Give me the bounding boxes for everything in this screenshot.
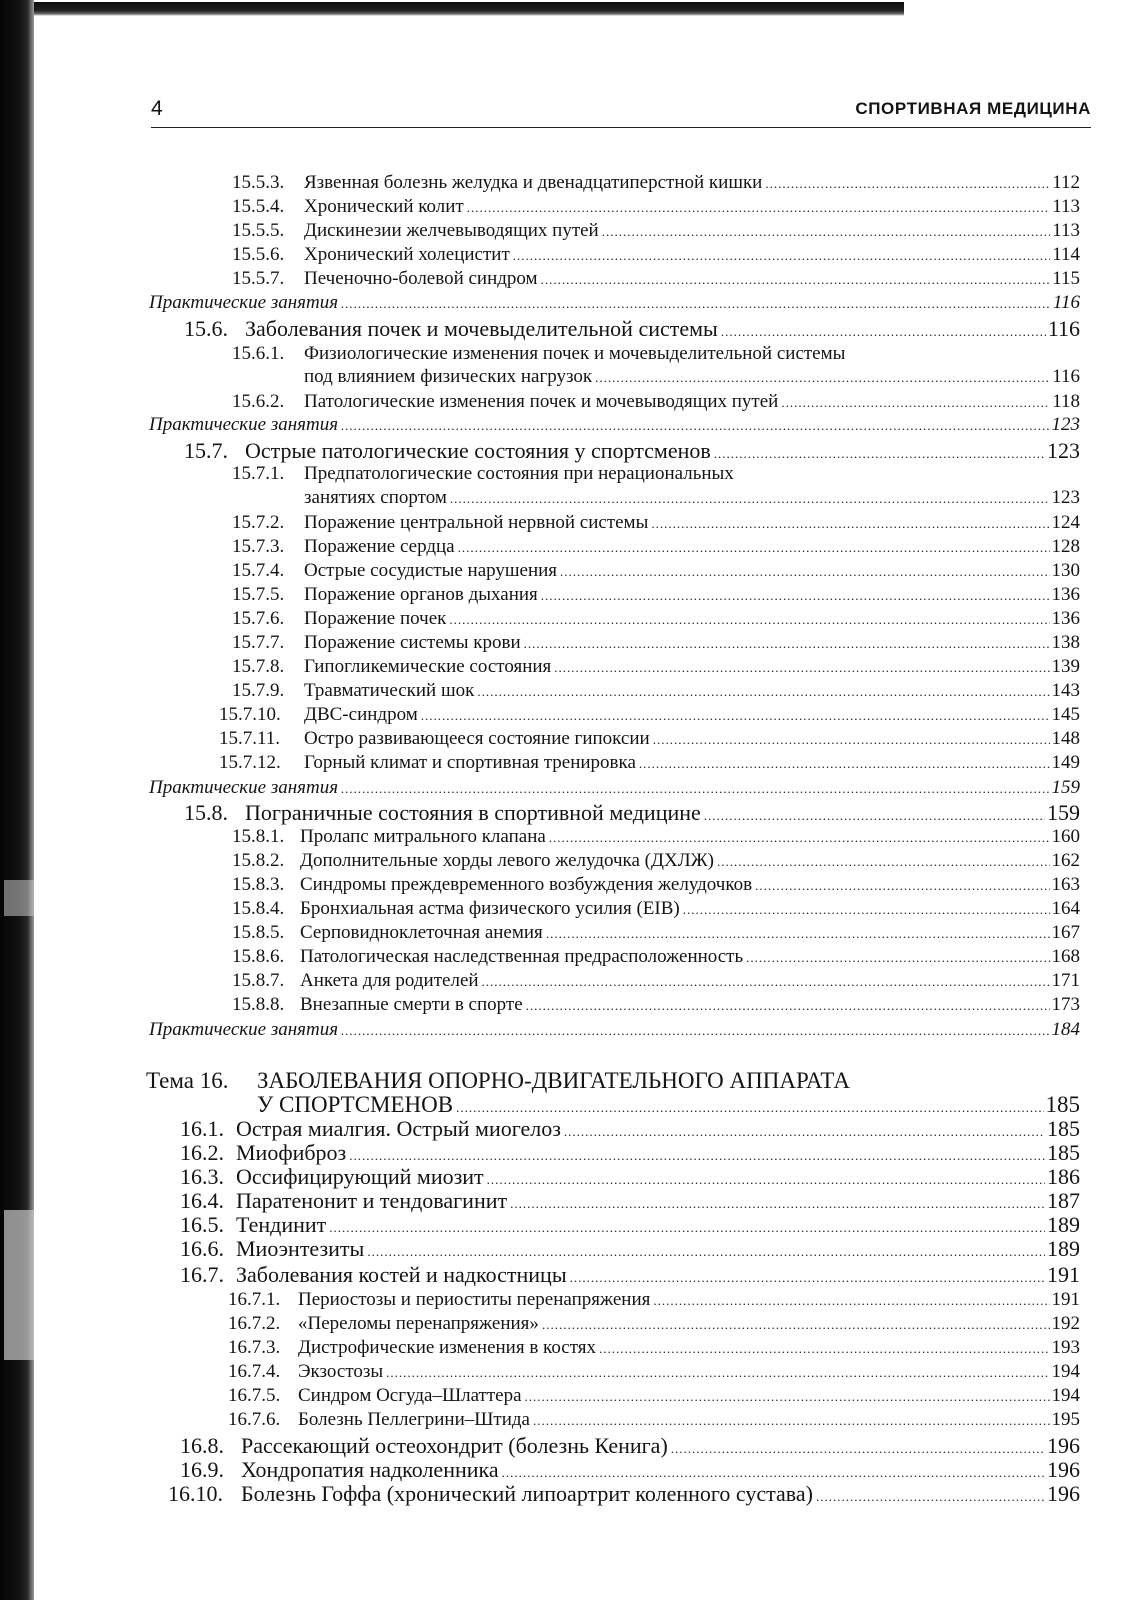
toc-entry-title: Практические занятия <box>149 777 339 798</box>
dot-leader <box>449 612 1049 628</box>
dot-leader <box>341 781 1049 797</box>
toc-entry-number: 15.7.2. <box>232 512 285 533</box>
dot-leader <box>502 1465 1045 1481</box>
dot-leader <box>755 878 1049 894</box>
dot-leader <box>467 200 1050 216</box>
toc-entry-number: 15.8.2. <box>232 850 285 871</box>
toc-entry-title: Периостозы и периоститы перенапряжения <box>298 1289 651 1310</box>
toc-entry-title: Миофиброз <box>236 1140 347 1165</box>
toc-entry-number: 15.8.5. <box>232 922 285 943</box>
toc-entry-number: 16.6. <box>180 1236 224 1261</box>
toc-entry-number: 16.7.5. <box>228 1385 281 1406</box>
toc-entry-page: 123 <box>1051 487 1080 508</box>
toc-entry[interactable] <box>300 850 1080 872</box>
toc-entry-title: Острые сосудистые нарушения <box>304 560 558 581</box>
toc-entry-page: 195 <box>1051 1409 1080 1430</box>
toc-entry-number: 16.5. <box>180 1212 224 1237</box>
toc-entry-title: Болезнь Пеллегрини–Штида <box>298 1409 530 1430</box>
toc-entry[interactable] <box>257 1092 1080 1118</box>
toc-entry-page: 115 <box>1052 268 1080 289</box>
dot-leader <box>513 248 1050 264</box>
toc-entry[interactable] <box>300 826 1080 848</box>
toc-entry-title: Синдром Осгуда–Шлаттера <box>298 1385 522 1406</box>
toc-entry-page: 113 <box>1052 220 1080 241</box>
toc-entry-number: 15.5.5. <box>232 220 285 241</box>
toc-entry-title: Патологическая наследственная предрасположенность <box>300 946 744 967</box>
toc-entry[interactable] <box>304 728 1080 750</box>
toc-entry-page: 114 <box>1052 244 1080 265</box>
toc-entry-page: 145 <box>1051 704 1080 725</box>
toc-entry-page: 159 <box>1047 800 1080 825</box>
dot-leader <box>671 1441 1045 1457</box>
toc-entry-number: 15.7.12. <box>219 752 281 773</box>
toc-entry[interactable] <box>304 244 1080 266</box>
toc-entry-number: 16.7.2. <box>228 1313 281 1334</box>
dot-leader <box>525 1389 1050 1405</box>
toc-entry[interactable] <box>300 970 1080 992</box>
toc-entry-page: 138 <box>1051 632 1080 653</box>
toc-entry[interactable] <box>241 1433 1080 1459</box>
dot-leader <box>554 660 1049 676</box>
toc-entry-number: 15.8.3. <box>232 874 285 895</box>
toc-entry-title: Хронический холецистит <box>304 244 510 265</box>
toc-entry-title: под влиянием физических нагрузок <box>304 366 593 387</box>
toc-entry-title: Серповидноклеточная анемия <box>300 922 543 943</box>
dot-leader <box>639 756 1050 772</box>
toc-entry-page: 187 <box>1047 1188 1080 1213</box>
dot-leader <box>341 1023 1049 1039</box>
running-head <box>151 97 1091 128</box>
dot-leader <box>349 1148 1045 1164</box>
toc-entry[interactable] <box>304 752 1080 774</box>
dot-leader <box>510 1196 1045 1212</box>
toc-entry[interactable] <box>304 172 1080 194</box>
toc-entry-title: Поражение органов дыхания <box>304 584 538 605</box>
toc-entry-page: 159 <box>1051 777 1080 798</box>
page-number: 4 <box>151 97 163 120</box>
dot-leader <box>482 974 1050 990</box>
toc-entry-page: 118 <box>1052 391 1080 412</box>
toc-entry-page: 148 <box>1051 728 1080 749</box>
toc-entry[interactable] <box>304 704 1080 726</box>
toc-entry-page: 167 <box>1051 922 1080 943</box>
toc-entry[interactable] <box>304 391 1080 413</box>
dot-leader <box>386 1365 1049 1381</box>
toc-entry-number: 15.7.11. <box>219 728 281 749</box>
dot-leader <box>714 446 1045 462</box>
toc-entry[interactable] <box>304 584 1080 606</box>
toc-entry-page: 112 <box>1052 172 1080 193</box>
toc-entry[interactable] <box>300 874 1080 896</box>
toc-entry[interactable] <box>304 487 1080 509</box>
toc-entry-number: 15.7.8. <box>232 656 285 677</box>
toc-entry[interactable] <box>298 1361 1080 1383</box>
toc-entry-number: 15.6.1. <box>232 343 285 364</box>
toc-entry-number: 15.7.1. <box>232 463 285 484</box>
dot-leader <box>549 830 1050 846</box>
toc-entry[interactable] <box>236 1116 1080 1142</box>
toc-entry[interactable] <box>236 1212 1080 1238</box>
toc-entry-title: Поражение системы крови <box>304 632 521 653</box>
toc-entry-number: 15.7.9. <box>232 680 285 701</box>
toc-entry-number: 15.8.4. <box>232 898 285 919</box>
dot-leader <box>329 1220 1045 1236</box>
dot-leader <box>765 176 1050 192</box>
toc-entry-title: Заболевания костей и надкостницы <box>236 1262 567 1287</box>
toc-entry[interactable] <box>241 1481 1080 1507</box>
toc-entry-page: 124 <box>1051 512 1080 533</box>
toc-entry-number: 15.8.7. <box>232 970 285 991</box>
toc-entry[interactable] <box>298 1385 1080 1407</box>
dot-leader <box>602 224 1050 240</box>
toc-entry-title: Внезапные смерти в спорте <box>300 994 523 1015</box>
toc-entry[interactable] <box>304 656 1080 678</box>
toc-entry-number: 16.7.3. <box>228 1337 281 1358</box>
dot-leader <box>524 636 1050 652</box>
toc-entry[interactable] <box>304 608 1080 630</box>
toc-entry-number: 15.8. <box>184 800 228 825</box>
toc-entry-title: Практические занятия <box>149 1019 339 1040</box>
toc-entry-page: 193 <box>1051 1337 1080 1358</box>
toc-entry-page: 149 <box>1051 752 1080 773</box>
toc-entry[interactable] <box>241 1457 1080 1483</box>
toc-entry-page: 191 <box>1051 1289 1080 1310</box>
toc-entry-page: 123 <box>1051 414 1080 435</box>
toc-entry-title: Острые патологические состояния у спортсменов <box>245 438 711 463</box>
toc-entry-title: Анкета для родителей <box>300 970 479 991</box>
toc-entry-title: Оссифицирующий миозит <box>236 1164 484 1189</box>
toc-entry-page: 130 <box>1051 560 1080 581</box>
toc-entry[interactable] <box>236 1188 1080 1214</box>
toc-entry-page: 128 <box>1051 536 1080 557</box>
toc-entry-number: 16.2. <box>180 1140 224 1165</box>
toc-entry-number: 16.8. <box>180 1433 224 1458</box>
dot-leader <box>456 1100 1043 1116</box>
toc-entry[interactable] <box>149 414 1080 436</box>
toc-entry-number: 15.7.4. <box>232 560 285 581</box>
toc-entry-title: Тендинит <box>236 1212 327 1237</box>
scan-spine-shadow <box>0 0 34 1600</box>
toc-entry-number: 15.8.1. <box>232 826 285 847</box>
toc-entry-number: 15.7.5. <box>232 584 285 605</box>
toc-entry-page: 160 <box>1051 826 1080 847</box>
toc-entry-page: 191 <box>1047 1262 1080 1287</box>
dot-leader <box>653 732 1050 748</box>
toc-entry-page: 164 <box>1051 898 1080 919</box>
toc-entry[interactable] <box>149 1019 1080 1041</box>
dot-leader <box>367 1244 1045 1260</box>
toc-entry-number: 16.7.6. <box>228 1409 281 1430</box>
toc-entry-number: 15.5.4. <box>232 196 285 217</box>
toc-entry-title: Дистрофические изменения в костях <box>298 1337 597 1358</box>
book-title: СПОРТИВНАЯ МЕДИЦИНА <box>855 99 1091 118</box>
toc-entry-page: 194 <box>1051 1361 1080 1382</box>
toc-entry-page: 185 <box>1045 1092 1080 1117</box>
dot-leader <box>341 296 1051 312</box>
toc-entry-title: Болезнь Гоффа (хронический липоартрит коленного сустава) <box>241 1481 813 1506</box>
toc-entry-page: 185 <box>1047 1116 1080 1141</box>
dot-leader <box>570 1270 1045 1286</box>
toc-entry[interactable] <box>236 1262 1080 1288</box>
toc-entry-title: Рассекающий остеохондрит (болезнь Кенига) <box>241 1433 668 1458</box>
toc-entry-page: 116 <box>1052 292 1080 313</box>
toc-entry-title: Пограничные состояния в спортивной медицине <box>245 800 701 825</box>
toc-entry-title: Хронический колит <box>304 196 464 217</box>
toc-entry-title: Острая миалгия. Острый миогелоз <box>236 1116 561 1141</box>
toc-entry-title: Гипогликемические состояния <box>304 656 552 677</box>
dot-leader <box>533 1413 1050 1429</box>
toc-entry[interactable] <box>304 680 1080 702</box>
toc-entry-page: 136 <box>1051 584 1080 605</box>
toc-entry-title: Предпатологические состояния при нерациональных <box>304 463 734 484</box>
toc-entry-number: 15.7. <box>184 438 228 463</box>
toc-entry-title: Поражение почек <box>304 608 447 629</box>
toc-entry[interactable] <box>236 1164 1080 1190</box>
toc-entry-page: 113 <box>1052 196 1080 217</box>
toc-entry-title: занятиях спортом <box>304 487 447 508</box>
toc-entry-title: Остро развивающееся состояние гипоксии <box>304 728 650 749</box>
toc-entry[interactable] <box>304 560 1080 582</box>
toc-entry[interactable] <box>300 946 1080 968</box>
toc-entry-page: 194 <box>1051 1385 1080 1406</box>
toc-entry-title: Поражение центральной нервной системы <box>304 512 649 533</box>
toc-entry[interactable] <box>304 196 1080 218</box>
dot-leader <box>526 998 1050 1014</box>
toc-entry-number: 16.7. <box>180 1262 224 1287</box>
toc-entry-title: Заболевания почек и мочевыделительной системы <box>245 316 718 341</box>
dot-leader <box>721 324 1046 340</box>
toc-entry[interactable] <box>245 438 1080 464</box>
toc-entry-number: 15.7.6. <box>232 608 285 629</box>
toc-entry-number: 15.6.2. <box>232 391 285 412</box>
toc-entry[interactable] <box>300 922 1080 944</box>
toc-entry-page: 192 <box>1051 1313 1080 1334</box>
dot-leader <box>683 902 1050 918</box>
toc-entry-number: 16.9. <box>180 1457 224 1482</box>
dot-leader <box>487 1172 1045 1188</box>
dot-leader <box>341 418 1049 434</box>
dot-leader <box>599 1341 1049 1357</box>
toc-entry-title: Практические занятия <box>149 292 339 313</box>
dot-leader <box>541 588 1050 604</box>
dot-leader <box>542 1317 1050 1333</box>
scan-edge-mark <box>4 880 34 916</box>
toc-entry[interactable] <box>298 1289 1080 1311</box>
toc-entry-page: 196 <box>1047 1481 1080 1506</box>
toc-entry-page: 196 <box>1047 1457 1080 1482</box>
toc-entry[interactable] <box>245 316 1080 342</box>
toc-entry[interactable] <box>304 220 1080 242</box>
toc-entry[interactable] <box>236 1140 1080 1166</box>
toc-entry-page: 116 <box>1047 316 1080 341</box>
toc-entry-number: 15.8.8. <box>232 994 285 1015</box>
toc-entry-page: 186 <box>1047 1164 1080 1189</box>
dot-leader <box>546 926 1050 942</box>
toc-entry-number: Тема 16. <box>146 1068 229 1093</box>
toc-entry-page: 171 <box>1051 970 1080 991</box>
toc-entry-number: 15.6. <box>184 316 228 341</box>
toc-entry-number: 16.3. <box>180 1164 224 1189</box>
toc-entry[interactable] <box>298 1337 1080 1359</box>
toc-entry-number: 15.7.7. <box>232 632 285 653</box>
toc-entry-title: Печеночно-болевой синдром <box>304 268 538 289</box>
toc-entry[interactable] <box>236 1236 1080 1262</box>
toc-entry[interactable] <box>304 366 1080 388</box>
toc-entry-title: «Переломы перенапряжения» <box>298 1313 539 1334</box>
toc-entry-title: Патологические изменения почек и мочевыводящих путей <box>304 391 779 412</box>
toc-entry-title: Дополнительные хорды левого желудочка (ДХЛЖ) <box>300 850 714 871</box>
toc-entry-number: 15.7.10. <box>219 704 281 725</box>
toc-entry-page: 139 <box>1051 656 1080 677</box>
toc-entry[interactable] <box>300 994 1080 1016</box>
toc-entry-title: Синдромы преждевременного возбуждения желудочков <box>300 874 753 895</box>
dot-leader <box>541 272 1051 288</box>
dot-leader <box>651 516 1049 532</box>
dot-leader <box>450 491 1050 507</box>
toc-entry-title: ЗАБОЛЕВАНИЯ ОПОРНО-ДВИГАТЕЛЬНОГО АППАРАТА <box>257 1068 850 1093</box>
toc-entry-title: Бронхиальная астма физического усилия (EIB) <box>300 898 680 919</box>
dot-leader <box>595 370 1050 386</box>
scan-top-edge <box>34 2 904 16</box>
dot-leader <box>781 395 1050 411</box>
toc-entry-title: Травматический шок <box>304 680 475 701</box>
toc-entry-title: Дискинезии желчевыводящих путей <box>304 220 599 241</box>
toc-entry-title: Экзостозы <box>298 1361 384 1382</box>
toc-entry-title: Миоэнтезиты <box>236 1236 365 1261</box>
toc-entry-title: Поражение сердца <box>304 536 455 557</box>
toc-entry[interactable] <box>149 777 1080 799</box>
toc-entry-title: Пролапс митрального клапана <box>300 826 546 847</box>
toc-entry-title: Паратенонит и тендовагинит <box>236 1188 508 1213</box>
toc-entry-page: 143 <box>1051 680 1080 701</box>
dot-leader <box>816 1489 1045 1505</box>
toc-entry[interactable] <box>304 268 1080 290</box>
toc-entry-page: 173 <box>1051 994 1080 1015</box>
toc-entry-page: 168 <box>1051 946 1080 967</box>
toc-entry-title: Горный климат и спортивная тренировка <box>304 752 636 773</box>
toc-entry-page: 136 <box>1051 608 1080 629</box>
toc-entry[interactable] <box>245 800 1080 826</box>
toc-entry-number: 16.7.1. <box>228 1289 281 1310</box>
dot-leader <box>421 708 1050 724</box>
dot-leader <box>458 540 1050 556</box>
toc-entry[interactable] <box>298 1313 1080 1335</box>
dot-leader <box>477 684 1049 700</box>
toc-entry-page: 189 <box>1047 1236 1080 1261</box>
toc-entry-title: Практические занятия <box>149 414 339 435</box>
toc-entry[interactable] <box>298 1409 1080 1431</box>
dot-leader <box>746 950 1049 966</box>
dot-leader <box>560 564 1049 580</box>
toc-entry-title: ДВС-синдром <box>304 704 418 725</box>
toc-entry-page: 189 <box>1047 1212 1080 1237</box>
toc-entry-title: Язвенная болезнь желудка и двенадцатиперстной кишки <box>304 172 763 193</box>
toc-entry-number: 16.4. <box>180 1188 224 1213</box>
dot-leader <box>717 854 1050 870</box>
toc-entry-number: 15.5.3. <box>232 172 285 193</box>
toc-entry-page: 196 <box>1047 1433 1080 1458</box>
toc-entry-page: 184 <box>1051 1019 1080 1040</box>
toc-entry-number: 16.10. <box>168 1481 223 1506</box>
toc-entry-title: У СПОРТСМЕНОВ <box>257 1092 454 1117</box>
toc-entry-page: 123 <box>1047 438 1080 463</box>
dot-leader <box>564 1124 1045 1140</box>
toc-entry[interactable] <box>304 512 1080 534</box>
toc-entry-number: 15.7.3. <box>232 536 285 557</box>
toc-entry-title: Хондропатия надколенника <box>241 1457 499 1482</box>
toc-entry-page: 163 <box>1051 874 1080 895</box>
toc-entry[interactable] <box>300 898 1080 920</box>
dot-leader <box>704 808 1045 824</box>
toc-entry-number: 16.1. <box>180 1116 224 1141</box>
toc-entry-number: 15.5.7. <box>232 268 285 289</box>
toc-entry[interactable] <box>304 632 1080 654</box>
toc-entry-number: 15.5.6. <box>232 244 285 265</box>
toc-entry-number: 16.7.4. <box>228 1361 281 1382</box>
toc-entry[interactable] <box>149 292 1080 314</box>
toc-entry-page: 162 <box>1051 850 1080 871</box>
toc-entry-page: 116 <box>1052 366 1080 387</box>
toc-entry-page: 185 <box>1047 1140 1080 1165</box>
dot-leader <box>653 1293 1049 1309</box>
toc-entry[interactable] <box>304 536 1080 558</box>
scan-edge-mark <box>4 1210 34 1360</box>
toc-entry-title: Физиологические изменения почек и мочевыделительной системы <box>304 343 846 364</box>
toc-entry-number: 15.8.6. <box>232 946 285 967</box>
